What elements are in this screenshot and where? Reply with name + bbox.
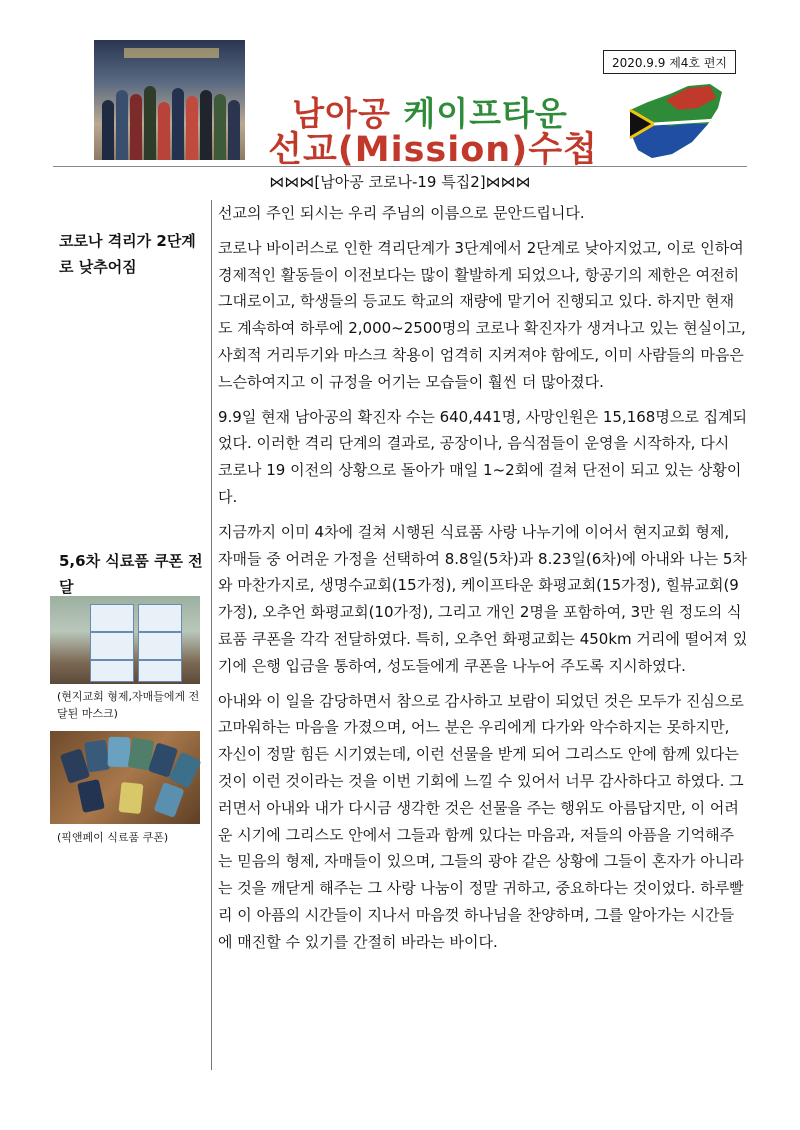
coupon-card bbox=[107, 737, 130, 768]
banner-strip bbox=[124, 48, 219, 58]
mask-boxes-photo bbox=[50, 596, 200, 684]
mask-box bbox=[90, 660, 134, 682]
header-divider bbox=[53, 166, 747, 167]
person bbox=[172, 88, 184, 160]
letter-body bbox=[218, 200, 748, 964]
mask-box bbox=[90, 604, 134, 632]
group-photo bbox=[94, 40, 245, 160]
coupon-photo-caption: (픽앤페이 식료품 쿠폰) bbox=[57, 831, 169, 844]
paragraph-quarantine: 코로나 바이러스로 인한 격리단계가 3단계에서 2단계로 낮아지었고, 이로 인하여 경제적인 활동들이 이전보다는 많이 활발하게 되었으나, 항공기의 제한은 여전히 그대로이고, 학생들의 등교도 학교의 재량에 맡기어 진행되고 있다. 하지만 현재도 계속하여 하루에 2,000~2500명의 코로나 확진자가 생겨나고 있는 현실이고, 사회적 거리두기와 마스크 착용이 엄격히 지켜져야 함에도, 이미 사람들의 마음은 느슨하여지고 이 규정을 어기는 모습들이 훨씬 더 많아졌다. bbox=[218, 238, 746, 391]
person bbox=[214, 94, 226, 160]
column-divider bbox=[211, 200, 212, 1070]
title-line-2: 선교(Mission)수첩 bbox=[268, 130, 598, 170]
mask-photo-caption: (현지교회 형제,자매들에게 전달된 마스크) bbox=[57, 690, 200, 720]
person bbox=[158, 102, 170, 160]
south-africa-flag-map-icon bbox=[618, 80, 728, 162]
person bbox=[228, 100, 240, 160]
person bbox=[144, 86, 156, 160]
title-city: 케이프타운 bbox=[403, 94, 568, 133]
paragraph-food-coupons: 지금까지 이미 4차에 걸쳐 시행된 식료품 사랑 나누기에 이어서 현지교회 형제, 자매들 중 어려운 가정을 선택하여 8.8일(5차)과 8.23일(6차)에 아내와 나는 5차와 마찬가지로, 생명수교회(15가정), 케이프타운 화평교회(15가정), 힐뷰교회(9가정), 오추언 화평교회(10가정), 그리고 개인 2명을 포함하여, 3만 원 정도의 식료품 쿠폰을 각각 전달하였다. 특히, 오추언 화평교회는 450km 거리에 떨어져 있기에 은행 입금을 통하여, 성도들에게 쿠폰을 나누어 주도록 지시하였다. bbox=[218, 522, 748, 675]
mask-box bbox=[138, 604, 182, 632]
special-issue-title: ⋈⋈⋈[남아공 코로나-19 특집2]⋈⋈⋈ bbox=[269, 173, 531, 191]
person bbox=[200, 90, 212, 160]
mask-box bbox=[138, 660, 182, 682]
coupon-card bbox=[84, 740, 110, 773]
title-country: 남아공 bbox=[292, 94, 391, 133]
person bbox=[186, 96, 198, 160]
person bbox=[116, 90, 128, 160]
person bbox=[102, 100, 114, 160]
person bbox=[130, 94, 142, 160]
date-issue-box: 2020.9.9 제4호 편지 bbox=[603, 50, 736, 74]
paragraph-reflection: 아내와 이 일을 감당하면서 참으로 감사하고 보람이 되었던 것은 모두가 진심으로 고마워하는 마음을 가졌으며, 어느 분은 우리에게 다가와 악수하지는 못하지만, 자신이 정말 힘든 시기였는데, 이런 선물을 받게 되어 그리스도 안에 함께 있다는 것이 이런 것이라는 것을 이번 기회에 느낄 수 있어서 너무 감사하다고 하였다. 그러면서 아내와 내가 다시금 생각한 것은 선물을 주는 행위도 아름답지만, 이 어려운 시기에 그리스도 안에서 그들과 함께 있다는 마음과, 저들의 아픔을 기억해주는 믿음의 형제, 자매들이 있으며, 그들의 광야 같은 상황에 그들이 혼자가 아니라는 것을 깨닫게 해주는 그 사랑 나눔이 정말 귀하고, 중요하다는 것이었다. 하루빨리 이 아픔의 시간들이 지나서 마음껏 하나님을 찬양하며, 그를 알아가는 시간들에 매진할 수 있기를 간절히 바라는 바이다. bbox=[218, 691, 744, 951]
mask-box bbox=[138, 632, 182, 660]
coupon-card bbox=[154, 782, 185, 818]
coupon-card bbox=[77, 779, 105, 813]
map-svg bbox=[618, 80, 728, 162]
sidebar-heading-quarantine: 코로나 격리가 2단계로 낮추어짐 bbox=[59, 232, 196, 276]
coupon-card bbox=[118, 782, 143, 814]
paragraph-greeting: 선교의 주인 되시는 우리 주님의 이름으로 문안드립니다. bbox=[218, 204, 585, 222]
mask-box bbox=[90, 632, 134, 660]
sidebar-heading-food-coupons: 5,6차 식료품 쿠폰 전달 bbox=[59, 552, 203, 596]
food-coupons-photo bbox=[50, 731, 200, 824]
paragraph-statistics: 9.9일 현재 남아공의 확진자 수는 640,441명, 사망인원은 15,168명으로 집계되었다. 이러한 격리 단계의 결과로, 공장이나, 음식점들이 운영을 시작하자, 다시 코로나 19 이전의 상황으로 돌아가 매일 1~2회에 걸쳐 단전이 되고 있는 상황이다. bbox=[218, 407, 748, 506]
